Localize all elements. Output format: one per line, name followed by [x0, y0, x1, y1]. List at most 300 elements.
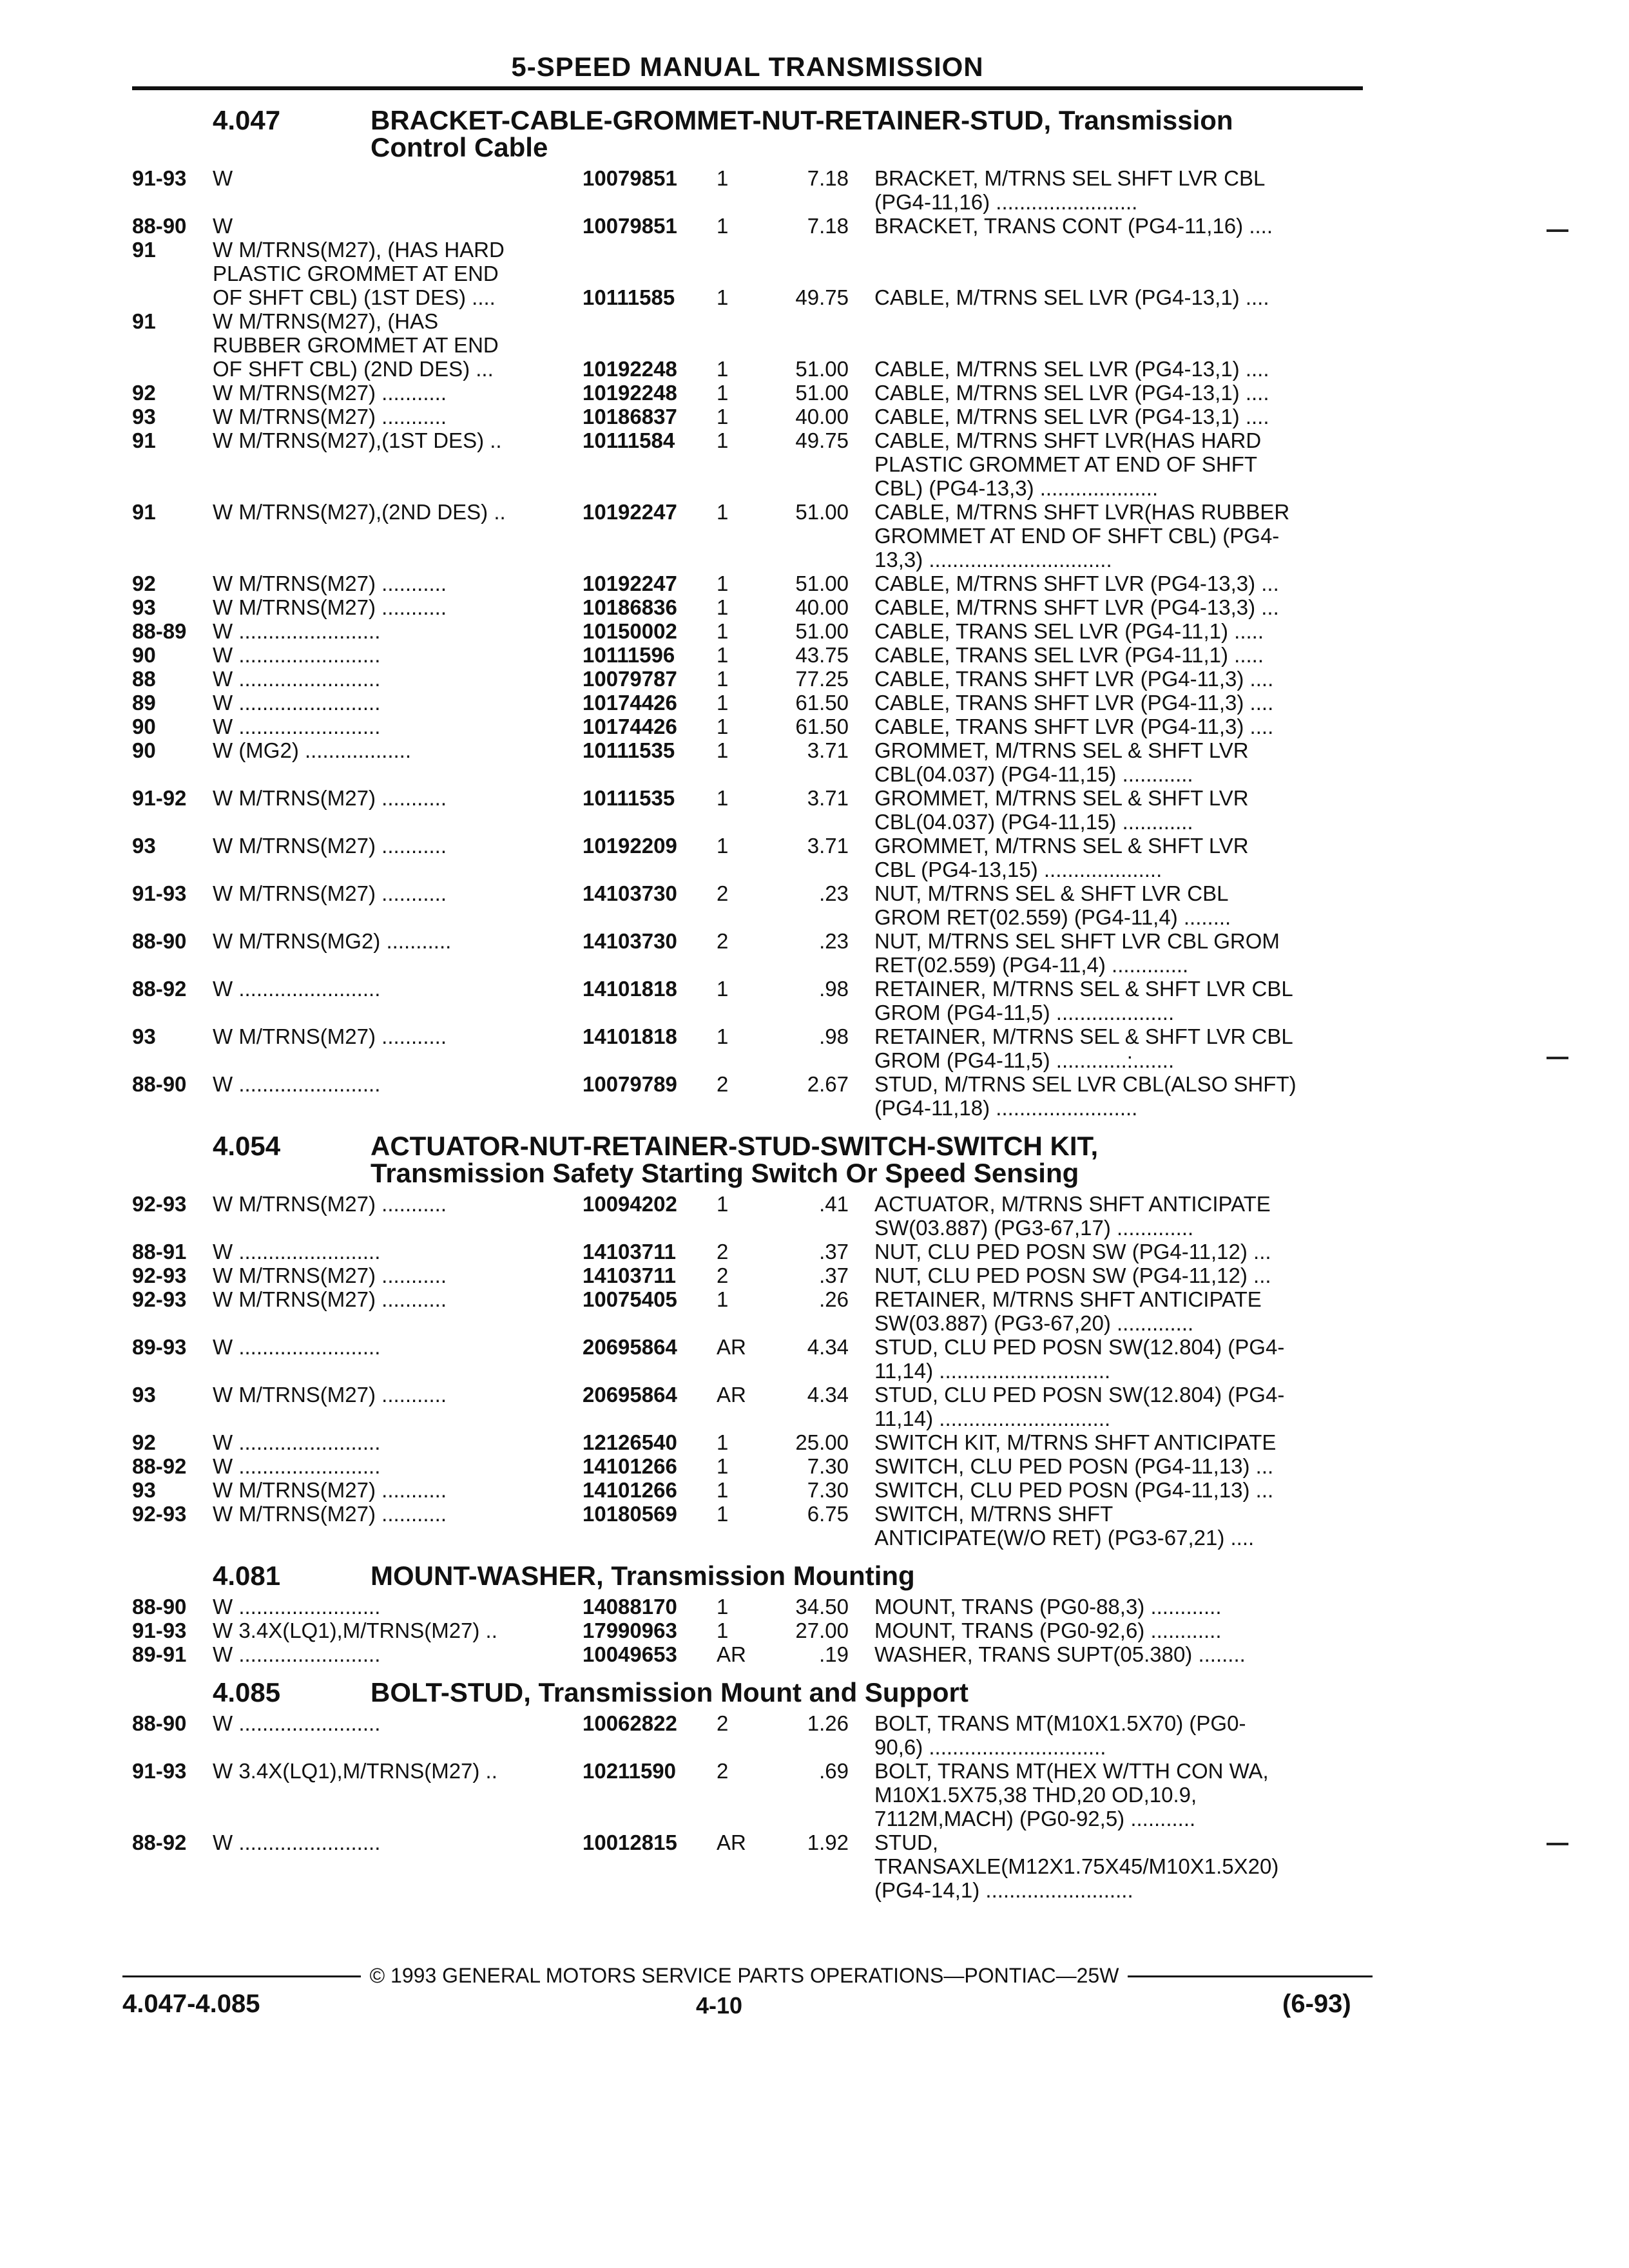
year-cell: 92 [132, 1430, 156, 1454]
usage-cell: W 3.4X(LQ1),M/TRNS(M27) .. [213, 1619, 497, 1642]
part-number-cell: 14101818 [583, 977, 677, 1001]
quantity-cell: 1 [717, 977, 729, 1001]
quantity-cell: 1 [717, 1430, 729, 1454]
part-description-cell: CABLE, TRANS SEL LVR (PG4-11,1) ..... [874, 619, 1264, 643]
quantity-cell: 1 [717, 1024, 729, 1048]
table-row [132, 214, 1363, 238]
quantity-cell: 1 [717, 1478, 729, 1502]
part-number-cell: 14103711 [583, 1240, 677, 1264]
year-cell: 88-90 [132, 1711, 187, 1735]
price-cell: 43.75 [795, 643, 849, 667]
usage-cell: W ........................ [213, 1595, 381, 1619]
quantity-cell: 1 [717, 1192, 729, 1216]
part-number-cell: 14101266 [583, 1454, 677, 1478]
part-description-cell: RETAINER, M/TRNS SEL & SHFT LVR CBL GROM (PG4-11,5) .................... [874, 977, 1293, 1024]
part-number-cell: 10062822 [583, 1711, 677, 1735]
price-cell: 51.00 [795, 500, 849, 524]
part-description-cell: CABLE, M/TRNS SHFT LVR (PG4-13,3) ... [874, 572, 1279, 595]
footer-page-number: 4-10 [696, 1992, 743, 2019]
year-cell: 93 [132, 1478, 156, 1502]
section-heading [132, 1133, 1363, 1187]
price-cell: 1.92 [807, 1831, 849, 1854]
quantity-cell: 2 [717, 1759, 729, 1783]
part-number-cell: 10075405 [583, 1287, 677, 1311]
usage-cell: W M/TRNS(M27) ........... [213, 1264, 447, 1287]
usage-cell: W ........................ [213, 1642, 381, 1666]
part-description-cell: STUD, CLU PED POSN SW(12.804) (PG4- 11,14) ............................. [874, 1383, 1285, 1430]
usage-cell: W ........................ [213, 715, 381, 738]
part-description-cell: CABLE, M/TRNS SHFT LVR (PG4-13,3) ... [874, 595, 1279, 619]
usage-cell: W M/TRNS(MG2) ........... [213, 929, 452, 953]
year-cell: 91 [132, 238, 156, 262]
quantity-cell: 2 [717, 881, 729, 905]
part-description-cell: SWITCH KIT, M/TRNS SHFT ANTICIPATE [874, 1430, 1277, 1454]
part-description-cell: STUD, M/TRNS SEL LVR CBL(ALSO SHFT) (PG4-11,18) ........................ [874, 1072, 1296, 1120]
table-row [132, 1264, 1363, 1287]
table-row [132, 572, 1363, 595]
year-cell: 92-93 [132, 1287, 187, 1311]
year-cell: 92-93 [132, 1264, 187, 1287]
year-cell: 88 [132, 667, 156, 691]
part-number-cell: 10049653 [583, 1642, 677, 1666]
quantity-cell: 2 [717, 1264, 729, 1287]
quantity-cell: 1 [717, 428, 729, 452]
part-description-cell: MOUNT, TRANS (PG0-88,3) ............ [874, 1595, 1222, 1619]
year-cell: 88-92 [132, 1454, 187, 1478]
table-row [132, 1831, 1363, 1902]
table-row [132, 1642, 1363, 1666]
usage-cell: W M/TRNS(M27) ........... [213, 1383, 447, 1407]
parts-table [132, 1192, 1363, 1550]
footer-rule [1128, 1975, 1373, 1977]
usage-cell: W M/TRNS(M27), (HAS RUBBER GROMMET AT END OF SHFT CBL) (2ND DES) ... [213, 309, 499, 381]
price-cell: .98 [819, 1024, 849, 1048]
section-number: 4.054 [213, 1131, 281, 1161]
part-description-cell: CABLE, M/TRNS SEL LVR (PG4-13,1) .... [874, 381, 1269, 405]
part-description-cell: CABLE, M/TRNS SEL LVR (PG4-13,1) .... [874, 357, 1269, 381]
part-description-cell: CABLE, TRANS SEL LVR (PG4-11,1) ..... [874, 643, 1264, 667]
usage-cell: W (MG2) .................. [213, 738, 412, 762]
table-row [132, 881, 1363, 929]
part-description-cell: CABLE, M/TRNS SHFT LVR(HAS HARD PLASTIC GROMMET AT END OF SHFT CBL) (PG4-13,3) .................... [874, 428, 1262, 500]
price-cell: 7.30 [807, 1478, 849, 1502]
price-cell: 49.75 [795, 428, 849, 452]
year-cell: 93 [132, 405, 156, 428]
table-row [132, 977, 1363, 1024]
usage-cell: W ........................ [213, 643, 381, 667]
price-cell: 51.00 [795, 619, 849, 643]
quantity-cell: 1 [717, 166, 729, 190]
usage-cell: W ........................ [213, 1335, 381, 1359]
table-row [132, 1619, 1363, 1642]
section-heading [132, 107, 1363, 161]
price-cell: .23 [819, 929, 849, 953]
header-rule [132, 86, 1363, 90]
price-cell: 61.50 [795, 691, 849, 715]
price-cell: 49.75 [795, 285, 849, 309]
usage-cell: W ........................ [213, 1240, 381, 1264]
table-row [132, 1383, 1363, 1430]
quantity-cell: 1 [717, 786, 729, 810]
part-number-cell: 10111535 [583, 786, 675, 810]
usage-cell: W M/TRNS(M27) ........... [213, 834, 447, 858]
catalog-section [132, 1679, 1363, 1902]
section-title: BOLT-STUD, Transmission Mount and Support [371, 1677, 969, 1707]
quantity-cell: 2 [717, 929, 729, 953]
part-number-cell: 20695864 [583, 1383, 677, 1407]
part-number-cell: 10111596 [583, 643, 675, 667]
part-number-cell: 10186836 [583, 595, 677, 619]
table-row [132, 929, 1363, 977]
part-description-cell: BOLT, TRANS MT(M10X1.5X70) (PG0- 90,6) .............................. [874, 1711, 1246, 1759]
year-cell: 88-92 [132, 1831, 187, 1854]
page-title: 5-SPEED MANUAL TRANSMISSION [511, 52, 984, 82]
year-cell: 88-90 [132, 1072, 187, 1096]
section-title: BRACKET-CABLE-GROMMET-NUT-RETAINER-STUD, Transmission Control Cable [371, 105, 1233, 162]
table-row [132, 834, 1363, 881]
quantity-cell: 1 [717, 619, 729, 643]
usage-cell: W ........................ [213, 691, 381, 715]
part-number-cell: 10174426 [583, 691, 677, 715]
table-row [132, 1430, 1363, 1454]
table-row [132, 309, 1363, 381]
year-cell: 91 [132, 309, 156, 333]
table-row [132, 738, 1363, 786]
year-cell: 93 [132, 1024, 156, 1048]
usage-cell: W M/TRNS(M27),(1ST DES) .. [213, 428, 502, 452]
usage-cell: W ........................ [213, 1711, 381, 1735]
year-cell: 91 [132, 428, 156, 452]
part-number-cell: 17990963 [583, 1619, 677, 1642]
table-row [132, 1024, 1363, 1072]
part-number-cell: 10079789 [583, 1072, 677, 1096]
usage-cell: W M/TRNS(M27) ........... [213, 1192, 447, 1216]
price-cell: 51.00 [795, 381, 849, 405]
usage-cell: W M/TRNS(M27) ........... [213, 595, 447, 619]
quantity-cell: 2 [717, 1240, 729, 1264]
part-description-cell: SWITCH, CLU PED POSN (PG4-11,13) ... [874, 1454, 1274, 1478]
price-cell: .98 [819, 977, 849, 1001]
price-cell: 3.71 [807, 738, 849, 762]
part-number-cell: 10211590 [583, 1759, 677, 1783]
price-cell: 25.00 [795, 1430, 849, 1454]
quantity-cell: 1 [717, 834, 729, 858]
section-number: 4.085 [213, 1677, 281, 1707]
part-number-cell: 10180569 [583, 1502, 677, 1526]
part-number-cell: 14103730 [583, 929, 677, 953]
catalog-section [132, 107, 1363, 1120]
part-description-cell: CABLE, M/TRNS SEL LVR (PG4-13,1) .... [874, 405, 1269, 428]
usage-cell: W M/TRNS(M27) ........... [213, 1287, 447, 1311]
part-number-cell: 10094202 [583, 1192, 677, 1216]
part-number-cell: 10192248 [583, 381, 677, 405]
year-cell: 93 [132, 595, 156, 619]
section-title: ACTUATOR-NUT-RETAINER-STUD-SWITCH-SWITCH KIT, Transmission Safety Starting Switch Or Speed Sensing [371, 1131, 1099, 1188]
year-cell: 92 [132, 572, 156, 595]
part-description-cell: CABLE, M/TRNS SEL LVR (PG4-13,1) .... [874, 285, 1269, 309]
part-number-cell: 10079851 [583, 166, 677, 190]
part-number-cell: 12126540 [583, 1430, 677, 1454]
year-cell: 91-93 [132, 1759, 187, 1783]
part-number-cell: 10186837 [583, 405, 677, 428]
price-cell: 77.25 [795, 667, 849, 691]
quantity-cell: 1 [717, 357, 729, 381]
year-cell: 92-93 [132, 1502, 187, 1526]
table-row [132, 381, 1363, 405]
part-description-cell: NUT, CLU PED POSN SW (PG4-11,12) ... [874, 1264, 1271, 1287]
table-row [132, 1240, 1363, 1264]
price-cell: 7.30 [807, 1454, 849, 1478]
price-cell: 27.00 [795, 1619, 849, 1642]
part-number-cell: 14101266 [583, 1478, 677, 1502]
price-cell: 51.00 [795, 572, 849, 595]
quantity-cell: 1 [717, 405, 729, 428]
usage-cell: W ........................ [213, 667, 381, 691]
part-description-cell: NUT, M/TRNS SEL SHFT LVR CBL GROM RET(02.559) (PG4-11,4) ............. [874, 929, 1280, 977]
parts-listing [132, 97, 1363, 1902]
quantity-cell: 1 [717, 595, 729, 619]
part-number-cell: 14088170 [583, 1595, 677, 1619]
table-row [132, 691, 1363, 715]
year-cell: 89 [132, 691, 156, 715]
footer-rule [122, 1975, 361, 1977]
part-description-cell: CABLE, M/TRNS SHFT LVR(HAS RUBBER GROMMET AT END OF SHFT CBL) (PG4- 13,3) ............................... [874, 500, 1290, 572]
table-row [132, 238, 1363, 309]
table-row [132, 1454, 1363, 1478]
price-cell: 4.34 [807, 1383, 849, 1407]
price-cell: .69 [819, 1759, 849, 1783]
usage-cell: W ........................ [213, 619, 381, 643]
quantity-cell: 1 [717, 1595, 729, 1619]
price-cell: .37 [819, 1240, 849, 1264]
part-number-cell: 10111584 [583, 428, 675, 452]
table-row [132, 667, 1363, 691]
quantity-cell: 1 [717, 691, 729, 715]
part-description-cell: MOUNT, TRANS (PG0-92,6) ............ [874, 1619, 1222, 1642]
quantity-cell: 1 [717, 715, 729, 738]
quantity-cell: 1 [717, 643, 729, 667]
part-number-cell: 10111585 [583, 285, 675, 309]
quantity-cell: AR [717, 1383, 746, 1407]
part-description-cell: STUD, CLU PED POSN SW(12.804) (PG4- 11,14) ............................. [874, 1335, 1285, 1383]
table-row [132, 166, 1363, 214]
usage-cell: W M/TRNS(M27) ........... [213, 1024, 447, 1048]
usage-cell: W [213, 214, 233, 238]
price-cell: .37 [819, 1264, 849, 1287]
year-cell: 90 [132, 643, 156, 667]
margin-mark [1547, 1843, 1568, 1845]
price-cell: 6.75 [807, 1502, 849, 1526]
catalog-section [132, 1562, 1363, 1666]
table-row [132, 1192, 1363, 1240]
usage-cell: W M/TRNS(M27) ........... [213, 1502, 447, 1526]
year-cell: 89-91 [132, 1642, 187, 1666]
section-title: MOUNT-WASHER, Transmission Mounting [371, 1561, 915, 1591]
quantity-cell: AR [717, 1831, 746, 1854]
part-number-cell: 10150002 [583, 619, 677, 643]
part-description-cell: SWITCH, CLU PED POSN (PG4-11,13) ... [874, 1478, 1274, 1502]
year-cell: 92 [132, 381, 156, 405]
quantity-cell: 1 [717, 1454, 729, 1478]
section-number: 4.081 [213, 1561, 281, 1591]
usage-cell: W ........................ [213, 1072, 381, 1096]
table-row [132, 1595, 1363, 1619]
usage-cell: W M/TRNS(M27) ........... [213, 881, 447, 905]
table-row [132, 405, 1363, 428]
table-row [132, 786, 1363, 834]
part-description-cell: ACTUATOR, M/TRNS SHFT ANTICIPATE SW(03.887) (PG3-67,17) ............. [874, 1192, 1271, 1240]
table-row [132, 1478, 1363, 1502]
part-number-cell: 10192209 [583, 834, 677, 858]
price-cell: .41 [819, 1192, 849, 1216]
part-description-cell: GROMMET, M/TRNS SEL & SHFT LVR CBL (PG4-13,15) .................... [874, 834, 1249, 881]
year-cell: 91-92 [132, 786, 187, 810]
quantity-cell: 1 [717, 214, 729, 238]
part-number-cell: 10111535 [583, 738, 675, 762]
part-number-cell: 20695864 [583, 1335, 677, 1359]
part-description-cell: CABLE, TRANS SHFT LVR (PG4-11,3) .... [874, 667, 1274, 691]
year-cell: 88-90 [132, 214, 187, 238]
quantity-cell: 1 [717, 381, 729, 405]
usage-cell: W M/TRNS(M27) ........... [213, 405, 447, 428]
year-cell: 91-93 [132, 881, 187, 905]
part-description-cell: CABLE, TRANS SHFT LVR (PG4-11,3) .... [874, 715, 1274, 738]
price-cell: 3.71 [807, 786, 849, 810]
year-cell: 93 [132, 1383, 156, 1407]
quantity-cell: 1 [717, 738, 729, 762]
footer-date: (6-93) [1282, 1990, 1351, 2018]
usage-cell: W M/TRNS(M27) ........... [213, 381, 447, 405]
part-description-cell: RETAINER, M/TRNS SEL & SHFT LVR CBL GROM (PG4-11,5) ............:....... [874, 1024, 1293, 1072]
table-row [132, 1287, 1363, 1335]
price-cell: .19 [819, 1642, 849, 1666]
table-row [132, 1072, 1363, 1120]
year-cell: 88-91 [132, 1240, 187, 1264]
year-cell: 88-90 [132, 929, 187, 953]
quantity-cell: 1 [717, 1619, 729, 1642]
part-description-cell: GROMMET, M/TRNS SEL & SHFT LVR CBL(04.037) (PG4-11,15) ............ [874, 786, 1249, 834]
quantity-cell: 1 [717, 572, 729, 595]
quantity-cell: 2 [717, 1072, 729, 1096]
margin-mark [1547, 229, 1568, 232]
price-cell: 7.18 [807, 166, 849, 190]
price-cell: 2.67 [807, 1072, 849, 1096]
price-cell: 51.00 [795, 357, 849, 381]
price-cell: 61.50 [795, 715, 849, 738]
year-cell: 88-90 [132, 1595, 187, 1619]
part-description-cell: BOLT, TRANS MT(HEX W/TTH CON WA, M10X1.5X75,38 THD,20 OD,10.9, 7112M,MACH) (PG0-92,5) ........... [874, 1759, 1269, 1831]
footer-section-range: 4.047-4.085 [122, 1990, 260, 2018]
table-row [132, 1335, 1363, 1383]
table-row [132, 715, 1363, 738]
year-cell: 88-92 [132, 977, 187, 1001]
quantity-cell: 1 [717, 500, 729, 524]
part-number-cell: 14103730 [583, 881, 677, 905]
table-row [132, 643, 1363, 667]
table-row [132, 619, 1363, 643]
year-cell: 88-89 [132, 619, 187, 643]
quantity-cell: 2 [717, 1711, 729, 1735]
part-number-cell: 10192248 [583, 357, 677, 381]
quantity-cell: AR [717, 1335, 746, 1359]
usage-cell: W 3.4X(LQ1),M/TRNS(M27) .. [213, 1759, 497, 1783]
part-number-cell: 10192247 [583, 500, 677, 524]
table-row [132, 1502, 1363, 1550]
year-cell: 90 [132, 738, 156, 762]
usage-cell: W ........................ [213, 977, 381, 1001]
usage-cell: W M/TRNS(M27) ........... [213, 572, 447, 595]
parts-table [132, 1595, 1363, 1666]
usage-cell: W M/TRNS(M27) ........... [213, 1478, 447, 1502]
year-cell: 91-93 [132, 1619, 187, 1642]
price-cell: 40.00 [795, 405, 849, 428]
year-cell: 89-93 [132, 1335, 187, 1359]
table-row [132, 428, 1363, 500]
section-heading [132, 1679, 1363, 1706]
table-row [132, 595, 1363, 619]
price-cell: 40.00 [795, 595, 849, 619]
price-cell: 34.50 [795, 1595, 849, 1619]
part-description-cell: GROMMET, M/TRNS SEL & SHFT LVR CBL(04.037) (PG4-11,15) ............ [874, 738, 1249, 786]
footer-copyright: © 1993 GENERAL MOTORS SERVICE PARTS OPERATIONS—PONTIAC—25W [369, 1964, 1119, 1987]
price-cell: 3.71 [807, 834, 849, 858]
part-number-cell: 14101818 [583, 1024, 677, 1048]
table-row [132, 1711, 1363, 1759]
part-description-cell: CABLE, TRANS SHFT LVR (PG4-11,3) .... [874, 691, 1274, 715]
part-number-cell: 10192247 [583, 572, 677, 595]
usage-cell: W M/TRNS(M27) ........... [213, 786, 447, 810]
year-cell: 91 [132, 500, 156, 524]
price-cell: 4.34 [807, 1335, 849, 1359]
part-number-cell: 10012815 [583, 1831, 677, 1854]
usage-cell: W ........................ [213, 1831, 381, 1854]
usage-cell: W ........................ [213, 1430, 381, 1454]
usage-cell: W M/TRNS(M27), (HAS HARD PLASTIC GROMMET AT END OF SHFT CBL) (1ST DES) .... [213, 238, 505, 309]
table-row [132, 1759, 1363, 1831]
year-cell: 91-93 [132, 166, 187, 190]
price-cell: 7.18 [807, 214, 849, 238]
section-number: 4.047 [213, 105, 281, 135]
part-description-cell: BRACKET, M/TRNS SEL SHFT LVR CBL (PG4-11,16) ........................ [874, 166, 1266, 214]
part-description-cell: STUD, TRANSAXLE(M12X1.75X45/M10X1.5X20) (PG4-14,1) ......................... [874, 1831, 1279, 1902]
year-cell: 93 [132, 834, 156, 858]
quantity-cell: 1 [717, 667, 729, 691]
part-number-cell: 10079787 [583, 667, 677, 691]
table-row [132, 500, 1363, 572]
part-description-cell: NUT, CLU PED POSN SW (PG4-11,12) ... [874, 1240, 1271, 1264]
quantity-cell: 1 [717, 285, 729, 309]
parts-table [132, 166, 1363, 1120]
margin-mark [1547, 1057, 1568, 1059]
price-cell: 1.26 [807, 1711, 849, 1735]
part-description-cell: WASHER, TRANS SUPT(05.380) ........ [874, 1642, 1246, 1666]
catalog-section [132, 1133, 1363, 1550]
part-description-cell: NUT, M/TRNS SEL & SHFT LVR CBL GROM RET(02.559) (PG4-11,4) ........ [874, 881, 1231, 929]
part-description-cell: SWITCH, M/TRNS SHFT ANTICIPATE(W/O RET) (PG3-67,21) .... [874, 1502, 1255, 1550]
usage-cell: W [213, 166, 233, 190]
section-heading [132, 1562, 1363, 1590]
year-cell: 90 [132, 715, 156, 738]
part-description-cell: BRACKET, TRANS CONT (PG4-11,16) .... [874, 214, 1273, 238]
part-number-cell: 14103711 [583, 1264, 677, 1287]
parts-table [132, 1711, 1363, 1902]
part-number-cell: 10079851 [583, 214, 677, 238]
part-description-cell: RETAINER, M/TRNS SHFT ANTICIPATE SW(03.887) (PG3-67,20) ............. [874, 1287, 1262, 1335]
usage-cell: W ........................ [213, 1454, 381, 1478]
price-cell: .23 [819, 881, 849, 905]
year-cell: 92-93 [132, 1192, 187, 1216]
usage-cell: W M/TRNS(M27),(2ND DES) .. [213, 500, 506, 524]
